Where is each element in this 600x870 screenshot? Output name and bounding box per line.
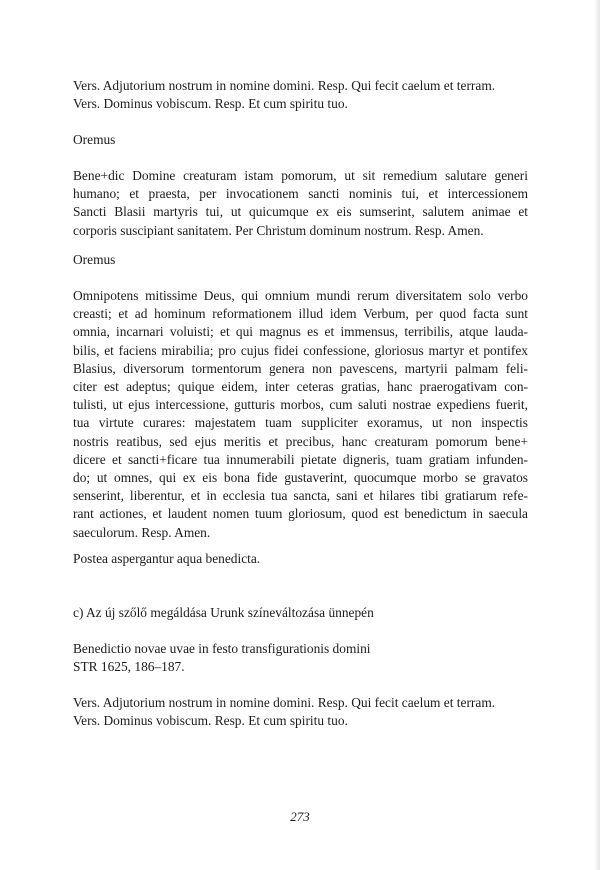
- section-subtitle: [73, 640, 528, 676]
- text-line: tua virtute curares: majestatem tuam suppliciter exoramus, ut non inspectis: [73, 415, 528, 431]
- text-line: Bene+dic Domine creaturam istam pomorum, ut sit remedium salutare generi: [73, 168, 528, 183]
- versicle-block-1: [73, 77, 528, 113]
- prayer-paragraph-2: [73, 287, 528, 542]
- prayer-paragraph-1: [73, 167, 528, 240]
- versicle-line: Vers. Adjutorium nostrum in nomine domini. Resp. Qui fecit caelum et terram.: [73, 695, 496, 710]
- text-line: Omnipotens mitissime Deus, qui omnium mundi rerum diversitatem solo verbo: [73, 288, 528, 303]
- versicle-line: Vers. Adjutorium nostrum in nomine domini. Resp. Qui fecit caelum et terram.: [73, 78, 496, 93]
- text-line: nostris reatibus, sed ejus meritis et precibus, hanc creaturam pomorum bene+: [73, 433, 528, 449]
- text-line: corporis suscipiant sanitatem. Per Christum dominum nostrum. Resp. Amen.: [73, 222, 484, 238]
- text-line: tulisti, ut ejus intercessione, gutturis morbos, cum saluti nostrae expediens fuerit,: [73, 397, 528, 413]
- text-line: creasti; et ad hominum reformationem illud idem Verbum, per quod facta sunt: [73, 306, 528, 322]
- text-line: Blasius, diversorum tormentorum genera non pavescens, martyrii palmam feli-: [73, 360, 528, 376]
- source-reference: STR 1625, 186–187.: [73, 659, 185, 675]
- versicle-line: Vers. Dominus vobiscum. Resp. Et cum spiritu tuo.: [73, 713, 348, 729]
- text-line: do; ut omnes, qui ex eis bona fide gustaverint, quocumque morbo se gravatos: [73, 470, 528, 486]
- text-line: bilis, et faciens mirabilia; pro cujus fidei confessione, gloriosus martyr et pontifex: [73, 342, 528, 358]
- subtitle-line: Benedictio novae uvae in festo transfigurationis domini: [73, 641, 371, 656]
- text-line: senserint, liberentur, et in ecclesia tua sancta, sani et hilares tibi gratiarum refe-: [73, 488, 528, 504]
- versicle-block-2: [73, 694, 528, 730]
- text-line: rant actiones, et laudent nomen tuum gloriosum, quod est benedictum in saecula: [73, 506, 528, 522]
- section-heading: c) Az új szőlő megáldása Urunk színeváltozása ünnepén: [73, 605, 374, 620]
- rubric-text: Postea aspergantur aqua benedicta.: [73, 551, 261, 566]
- text-line: omnia, incarnari voluisti; et qui magnus es et immensus, terribilis, atque lauda-: [73, 324, 528, 340]
- text-line: dicere et sancti+ficare tua innumerabili pietate digneris, tuam gratiam infunden-: [73, 451, 528, 467]
- versicle-line: Vers. Dominus vobiscum. Resp. Et cum spiritu tuo.: [73, 96, 348, 112]
- text-line: citer est adeptus; quique eidem, inter ceteras gratias, hanc praerogativam con-: [73, 379, 528, 395]
- page-edge-shadow: [594, 0, 600, 870]
- text-line: Sancti Blasii martyris tui, ut quicumque ex eis sumserint, salutem animae et: [73, 204, 528, 220]
- oremus-heading: Oremus: [73, 252, 116, 267]
- oremus-heading: Oremus: [73, 132, 116, 147]
- text-line: humano; et praesta, per invocationem sancti nominis tui, et intercessionem: [73, 186, 528, 202]
- page-number: 273: [290, 809, 310, 824]
- text-line: saeculorum. Resp. Amen.: [73, 524, 211, 540]
